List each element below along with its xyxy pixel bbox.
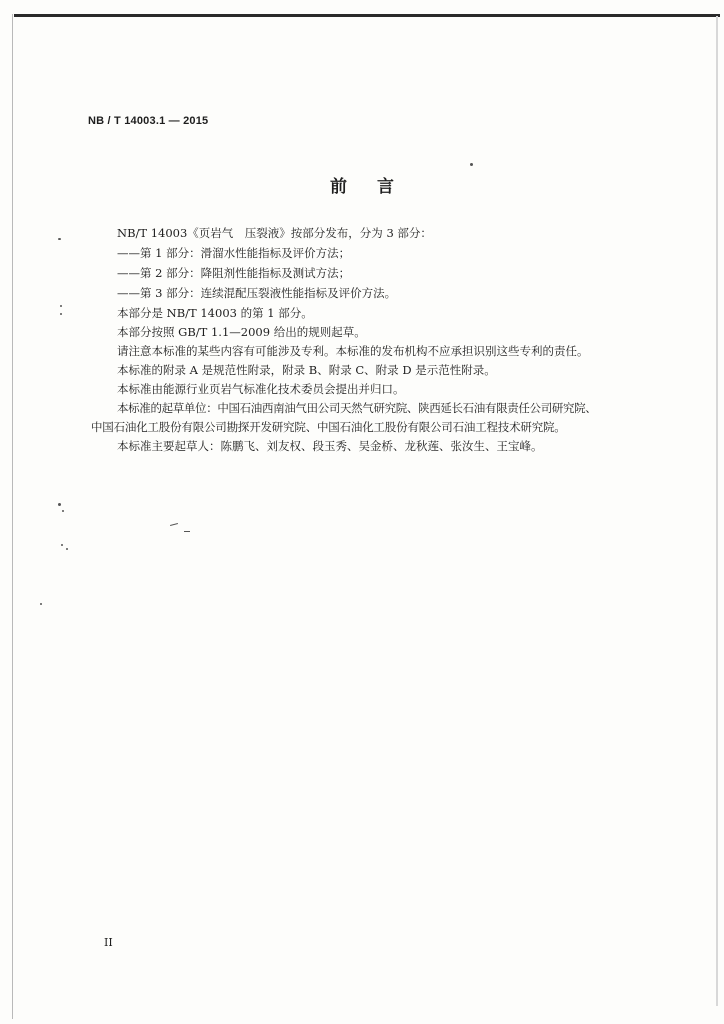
list-item: ——第 3 部分：连续混配压裂液性能指标及评价方法。 bbox=[117, 286, 397, 300]
paragraph: 本标准的附录 A 是规范性附录，附录 B、附录 C、附录 D 是示范性附录。 bbox=[117, 363, 496, 377]
scan-speck bbox=[62, 510, 64, 512]
scan-speck bbox=[40, 603, 42, 605]
scan-mark bbox=[184, 531, 190, 532]
list-item: ——第 1 部分：滑溜水性能指标及评价方法； bbox=[117, 246, 351, 260]
paragraph: NB/T 14003《页岩气 压裂液》按部分发布，分为 3 部分： bbox=[117, 226, 432, 240]
list-item: ——第 2 部分：降阻剂性能指标及测试方法； bbox=[117, 266, 351, 280]
paragraph: 本标准的起草单位：中国石油西南油气田公司天然气研究院、陕西延长石油有限责任公司研究院、 bbox=[117, 401, 597, 415]
scan-speck bbox=[58, 503, 61, 506]
scan-speck bbox=[60, 313, 62, 315]
document-code: NB / T 14003.1 — 2015 bbox=[88, 115, 209, 127]
scan-speck bbox=[61, 544, 63, 546]
paragraph: 本标准由能源行业页岩气标准化技术委员会提出并归口。 bbox=[117, 382, 405, 396]
paragraph: 本部分是 NB/T 14003 的第 1 部分。 bbox=[117, 306, 313, 320]
scan-speck bbox=[470, 163, 473, 166]
paragraph: 本标准主要起草人：陈鹏飞、刘友权、段玉秀、吴金桥、龙秋莲、张汝生、王宝峰。 bbox=[117, 439, 543, 453]
paragraph-continuation: 中国石油化工股份有限公司勘探开发研究院、中国石油化工股份有限公司石油工程技术研究院。 bbox=[91, 420, 566, 434]
page-number: II bbox=[104, 936, 113, 949]
scan-left-border bbox=[12, 14, 13, 1019]
paragraph: 本部分按照 GB/T 1.1—2009 给出的规则起草。 bbox=[117, 325, 366, 339]
scan-mark bbox=[170, 523, 178, 526]
scan-right-border bbox=[716, 16, 718, 1006]
scan-speck bbox=[66, 548, 68, 550]
scan-speck bbox=[58, 238, 61, 240]
scan-top-border bbox=[14, 14, 720, 17]
paragraph: 请注意本标准的某些内容有可能涉及专利。本标准的发布机构不应承担识别这些专利的责任。 bbox=[117, 344, 589, 358]
page-title: 前言 bbox=[330, 177, 424, 197]
scan-speck bbox=[60, 305, 62, 307]
